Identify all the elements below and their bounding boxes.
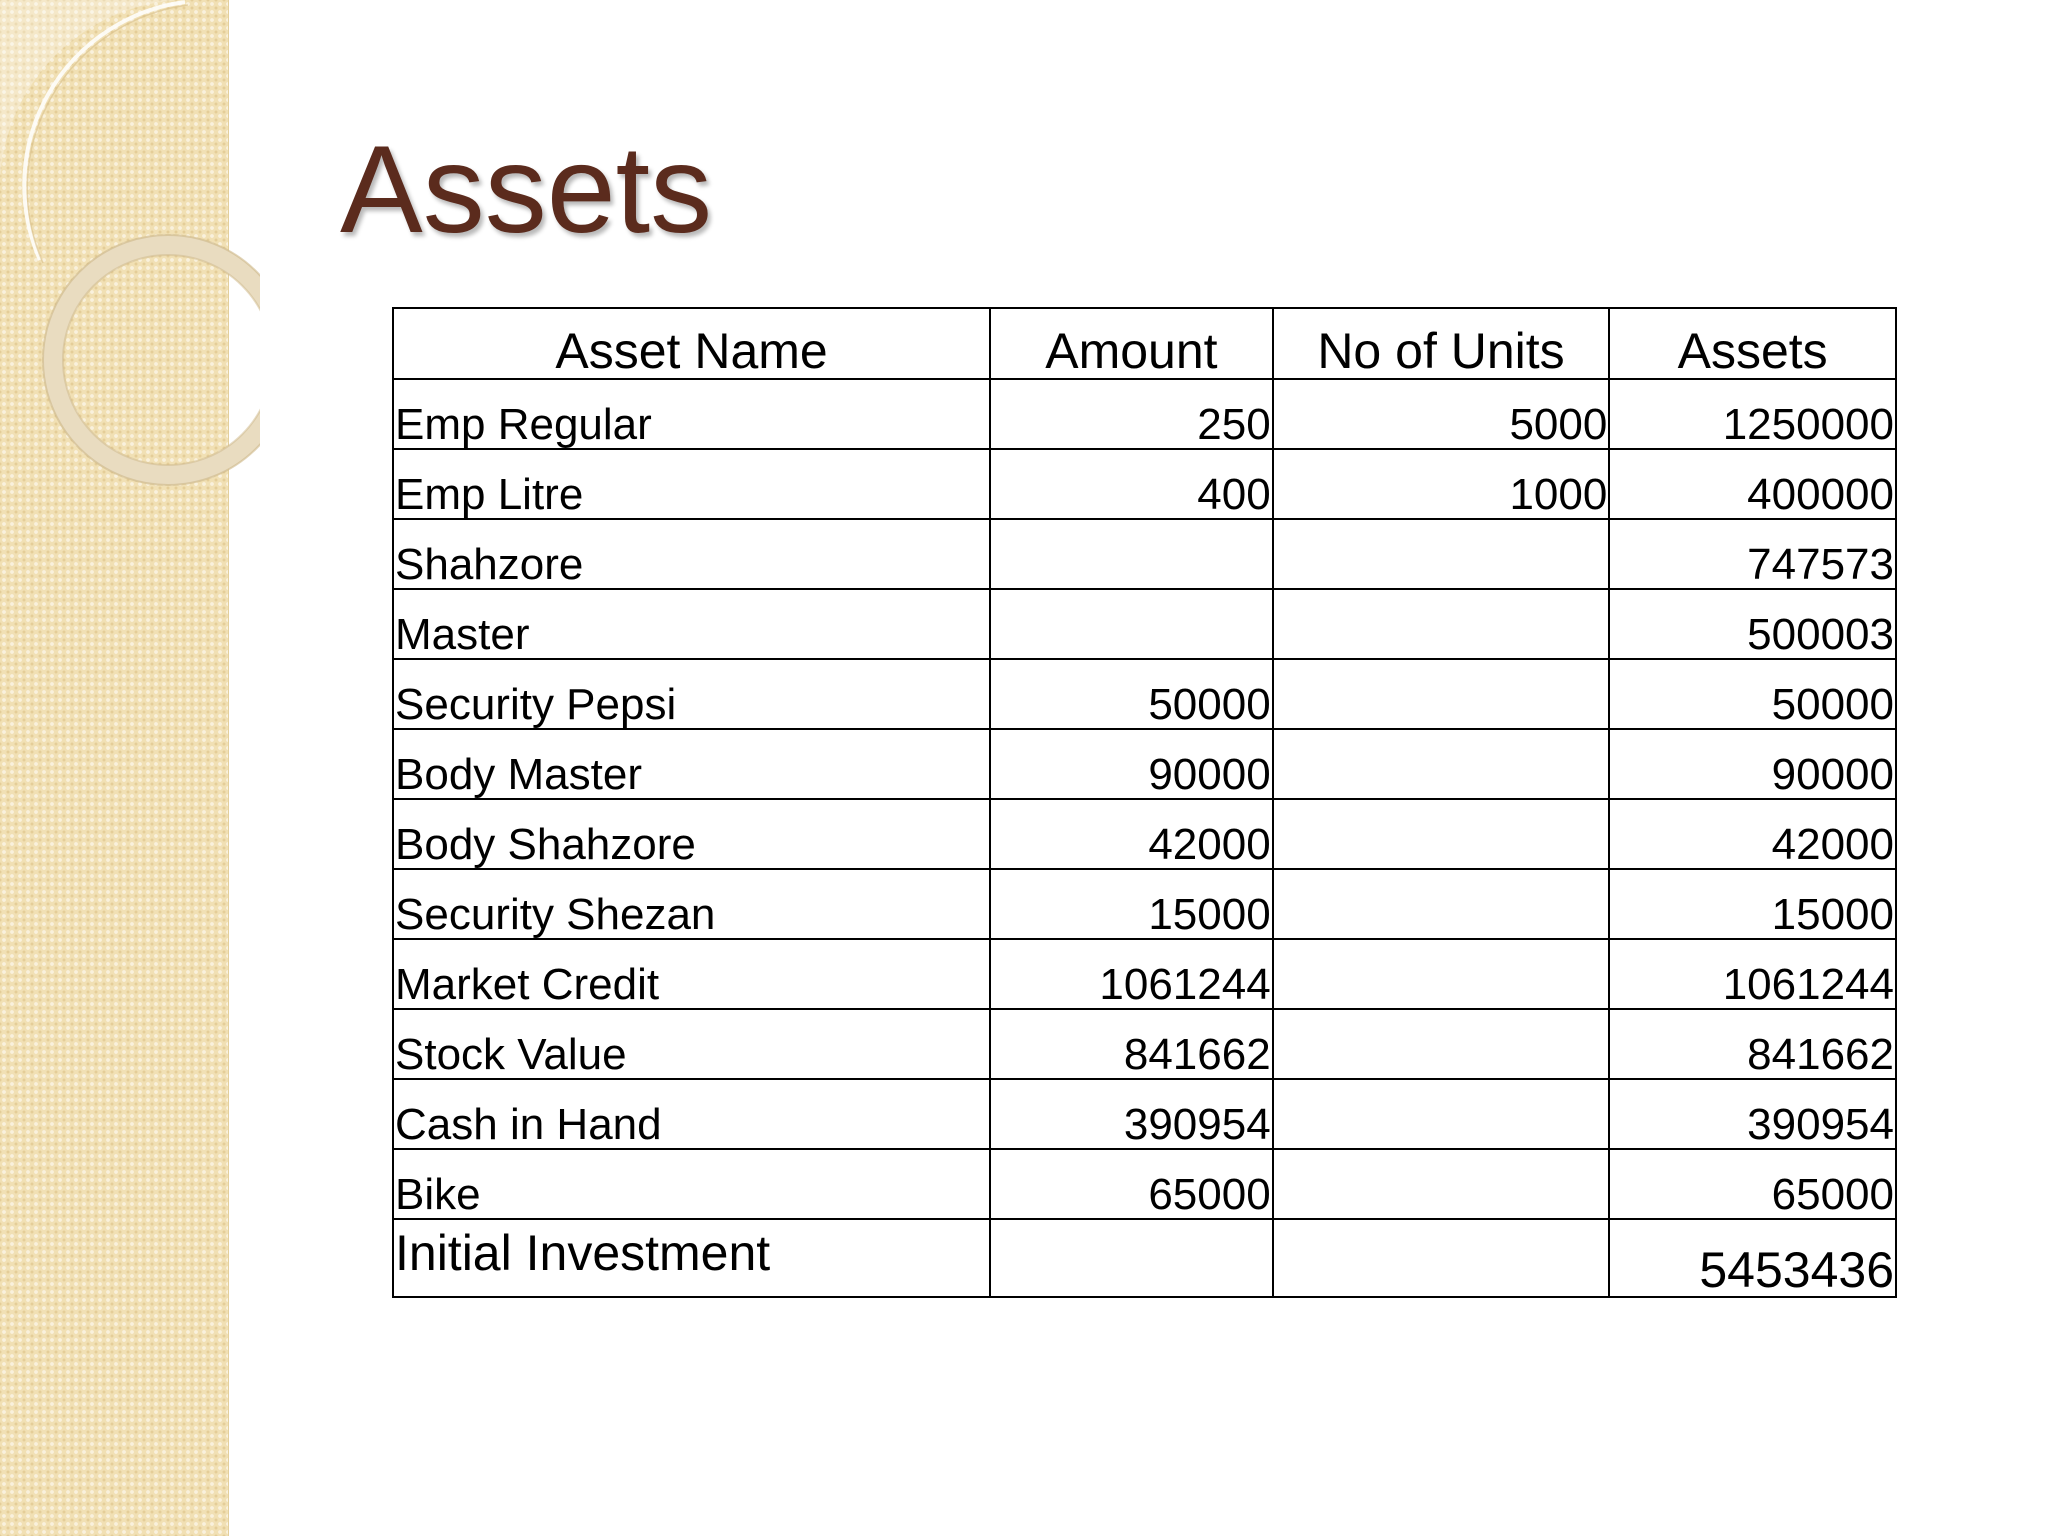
cell-amount bbox=[990, 589, 1273, 659]
total-amount bbox=[990, 1219, 1273, 1297]
header-asset-name: Asset Name bbox=[393, 308, 990, 379]
cell-units bbox=[1273, 1149, 1610, 1219]
table-row bbox=[393, 799, 1896, 869]
cell-assets: 500003 bbox=[1609, 589, 1896, 659]
cell-assets: 15000 bbox=[1609, 869, 1896, 939]
cell-assets: 747573 bbox=[1609, 519, 1896, 589]
cell-units: 5000 bbox=[1273, 379, 1610, 449]
cell-amount: 42000 bbox=[990, 799, 1273, 869]
cell-asset-name: Shahzore bbox=[393, 519, 990, 589]
table-row bbox=[393, 589, 1896, 659]
table-row bbox=[393, 449, 1896, 519]
cell-units bbox=[1273, 939, 1610, 1009]
cell-asset-name: Bike bbox=[393, 1149, 990, 1219]
cell-units bbox=[1273, 1079, 1610, 1149]
cell-units bbox=[1273, 659, 1610, 729]
table-row bbox=[393, 939, 1896, 1009]
cell-units bbox=[1273, 1009, 1610, 1079]
table-row bbox=[393, 519, 1896, 589]
cell-assets: 1061244 bbox=[1609, 939, 1896, 1009]
table-row bbox=[393, 869, 1896, 939]
table-row bbox=[393, 1149, 1896, 1219]
total-assets: 5453436 bbox=[1609, 1219, 1896, 1297]
cell-asset-name: Body Master bbox=[393, 729, 990, 799]
cell-asset-name: Emp Litre bbox=[393, 449, 990, 519]
cell-asset-name: Security Shezan bbox=[393, 869, 990, 939]
cell-amount: 50000 bbox=[990, 659, 1273, 729]
cell-amount: 250 bbox=[990, 379, 1273, 449]
slide-title: Assets bbox=[340, 121, 713, 259]
total-label: Initial Investment bbox=[393, 1219, 990, 1297]
cell-amount: 390954 bbox=[990, 1079, 1273, 1149]
total-row bbox=[393, 1219, 1896, 1297]
table-header-row bbox=[393, 308, 1896, 379]
cell-asset-name: Market Credit bbox=[393, 939, 990, 1009]
side-pattern-band bbox=[0, 0, 229, 1536]
header-assets: Assets bbox=[1609, 308, 1896, 379]
cell-assets: 42000 bbox=[1609, 799, 1896, 869]
cell-units bbox=[1273, 869, 1610, 939]
cell-units: 1000 bbox=[1273, 449, 1610, 519]
cell-asset-name: Body Shahzore bbox=[393, 799, 990, 869]
cell-units bbox=[1273, 589, 1610, 659]
cell-amount bbox=[990, 519, 1273, 589]
cell-assets: 400000 bbox=[1609, 449, 1896, 519]
table-row bbox=[393, 729, 1896, 799]
cell-amount: 841662 bbox=[990, 1009, 1273, 1079]
total-units bbox=[1273, 1219, 1610, 1297]
cell-amount: 400 bbox=[990, 449, 1273, 519]
cell-asset-name: Security Pepsi bbox=[393, 659, 990, 729]
cell-assets: 65000 bbox=[1609, 1149, 1896, 1219]
cell-amount: 65000 bbox=[990, 1149, 1273, 1219]
cell-assets: 50000 bbox=[1609, 659, 1896, 729]
cell-units bbox=[1273, 799, 1610, 869]
table-row bbox=[393, 659, 1896, 729]
cell-units bbox=[1273, 729, 1610, 799]
cell-asset-name: Emp Regular bbox=[393, 379, 990, 449]
assets-table bbox=[392, 307, 1897, 1298]
cell-units bbox=[1273, 519, 1610, 589]
cell-assets: 841662 bbox=[1609, 1009, 1896, 1079]
table-row bbox=[393, 1079, 1896, 1149]
header-amount: Amount bbox=[990, 308, 1273, 379]
cell-amount: 15000 bbox=[990, 869, 1273, 939]
header-no-of-units: No of Units bbox=[1273, 308, 1610, 379]
cell-assets: 1250000 bbox=[1609, 379, 1896, 449]
cell-amount: 90000 bbox=[990, 729, 1273, 799]
table-row bbox=[393, 1009, 1896, 1079]
table-row bbox=[393, 379, 1896, 449]
cell-assets: 90000 bbox=[1609, 729, 1896, 799]
cell-assets: 390954 bbox=[1609, 1079, 1896, 1149]
cell-asset-name: Stock Value bbox=[393, 1009, 990, 1079]
cell-amount: 1061244 bbox=[990, 939, 1273, 1009]
cell-asset-name: Cash in Hand bbox=[393, 1079, 990, 1149]
cell-asset-name: Master bbox=[393, 589, 990, 659]
